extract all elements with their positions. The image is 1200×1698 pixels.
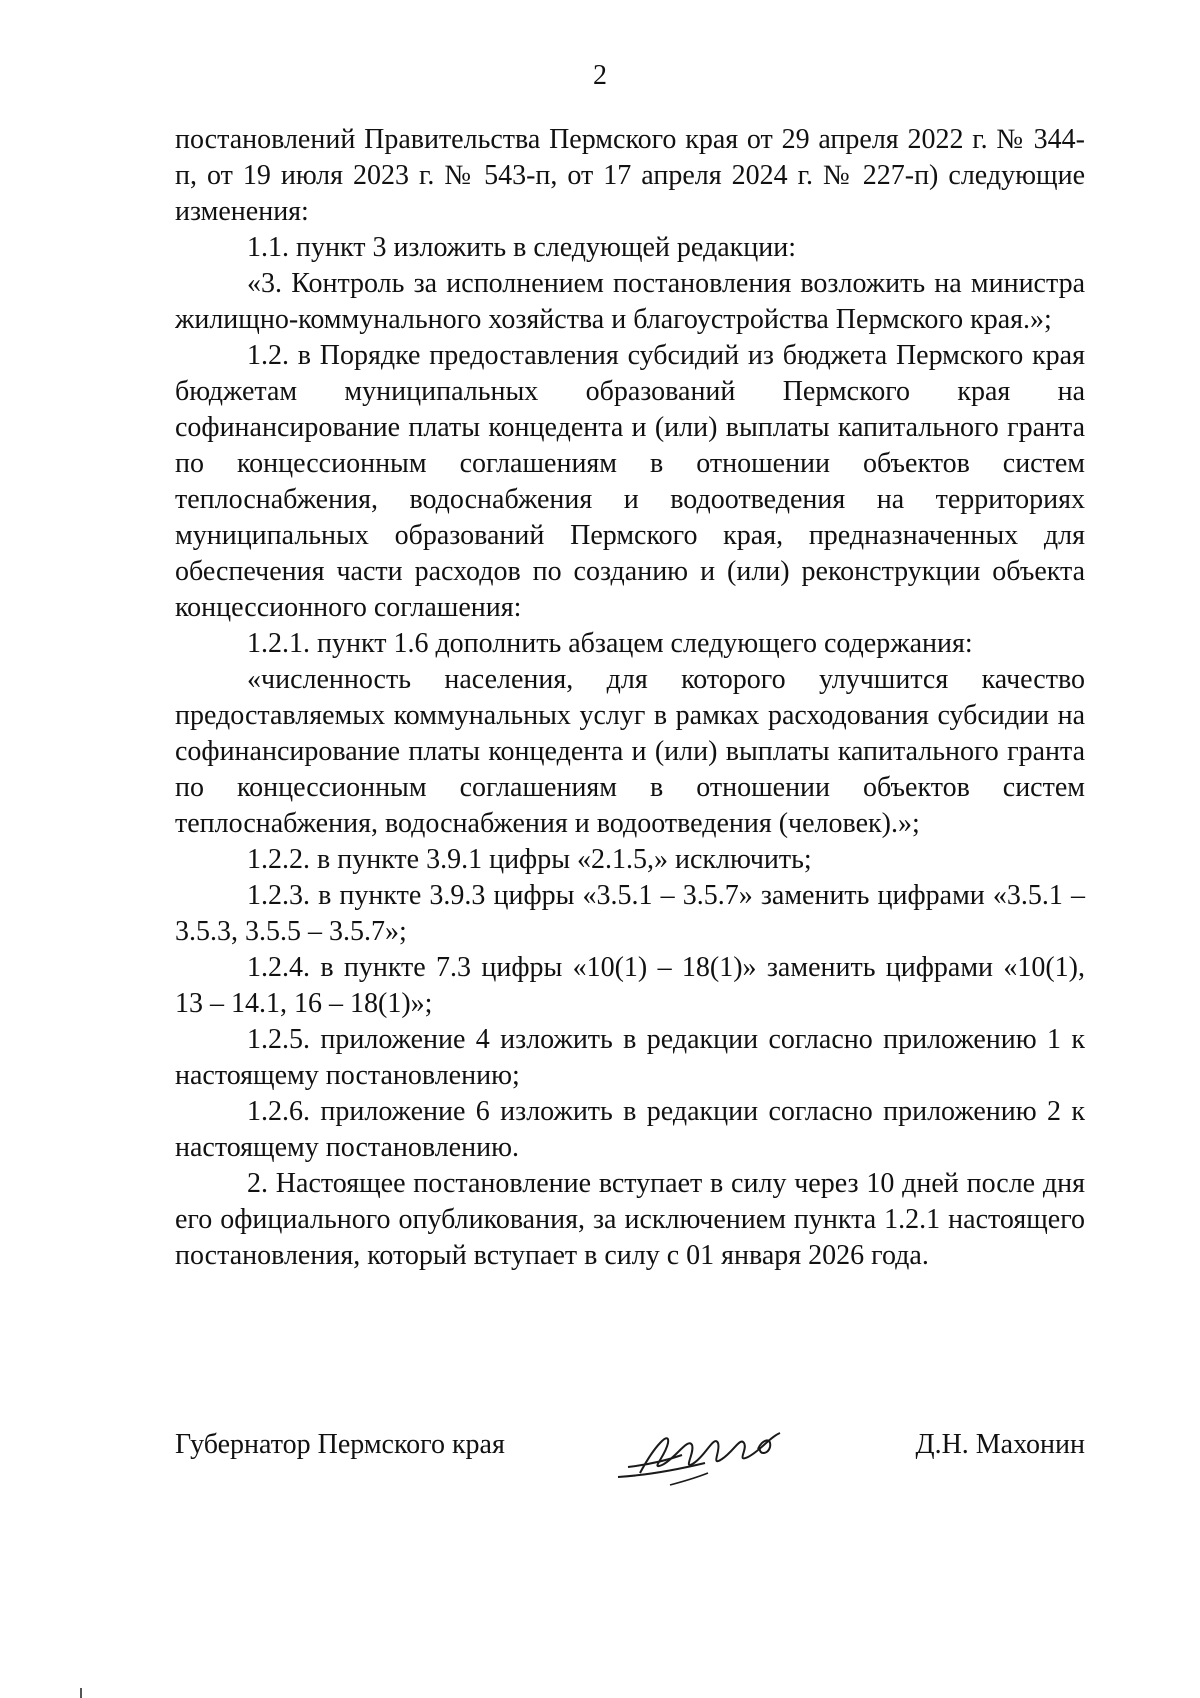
signatory-name: Д.Н. Махонин (915, 1429, 1085, 1460)
scan-corner-mark (80, 1688, 82, 1698)
paragraph-1-2-4: 1.2.4. в пункте 7.3 цифры «10(1) – 18(1)» заменить цифрами «10(1), 13 – 14.1, 16 – 18(1)»; (175, 952, 1085, 1019)
paragraph-1-2-2: 1.2.2. в пункте 3.9.1 цифры «2.1.5,» исключить; (247, 844, 812, 875)
paragraph-1-2-1: 1.2.1. пункт 1.6 дополнить абзацем следующего содержания: (247, 628, 973, 659)
handwritten-signature-icon (610, 1415, 795, 1495)
page-number: 2 (593, 60, 607, 91)
document-body (175, 122, 1085, 1274)
paragraph-1-1-quote: «3. Контроль за исполнением постановления возложить на министра жилищно-коммунального хозяйства и благоустройства Пермского края.»; (175, 268, 1085, 335)
paragraph-2-effective-date: 2. Настоящее постановление вступает в силу через 10 дней после дня его официального опубликования, за исключением пункта 1.2.1 настоящего постановления, который вступает в силу с 01 января 2026 года. (175, 1168, 1085, 1271)
paragraph-1-2-3: 1.2.3. в пункте 3.9.3 цифры «3.5.1 – 3.5.7» заменить цифрами «3.5.1 – 3.5.3, 3.5.5 – 3.5.7»; (175, 880, 1085, 947)
paragraph-changes-intro: постановлений Правительства Пермского края от 29 апреля 2022 г. № 344-п, от 19 июля 2023 г. № 543-п, от 17 апреля 2024 г. № 227-п) следующие изменения: (175, 124, 1085, 227)
paragraph-1-1: 1.1. пункт 3 изложить в следующей редакции: (247, 232, 796, 263)
signature-block (175, 1427, 1085, 1507)
paragraph-1-2-5: 1.2.5. приложение 4 изложить в редакции согласно приложению 1 к настоящему постановлению; (175, 1024, 1085, 1091)
signatory-position: Губернатор Пермского края (175, 1429, 505, 1460)
paragraph-1-2-1-quote: «численность населения, для которого улучшится качество предоставляемых коммунальных услуг в рамках расходования субсидии на софинансирование платы концедента и (или) выплаты капитального гранта по концессионным соглашениям в отношении объектов систем теплоснабжения, водоснабжения и водоотведения (человек).»; (175, 664, 1085, 839)
paragraph-1-2: 1.2. в Порядке предоставления субсидий из бюджета Пермского края бюджетам муниципальных образований Пермского края на софинансирование платы концедента и (или) выплаты капитального гранта по концессионным соглашениям в отношении объектов систем теплоснабжения, водоснабжения и водоотведения на территориях муниципальных образований Пермского края, предназначенных для обеспечения части расходов по созданию и (или) реконструкции объекта концессионного соглашения: (175, 340, 1085, 623)
paragraph-1-2-6: 1.2.6. приложение 6 изложить в редакции согласно приложению 2 к настоящему постановлению. (175, 1096, 1085, 1163)
